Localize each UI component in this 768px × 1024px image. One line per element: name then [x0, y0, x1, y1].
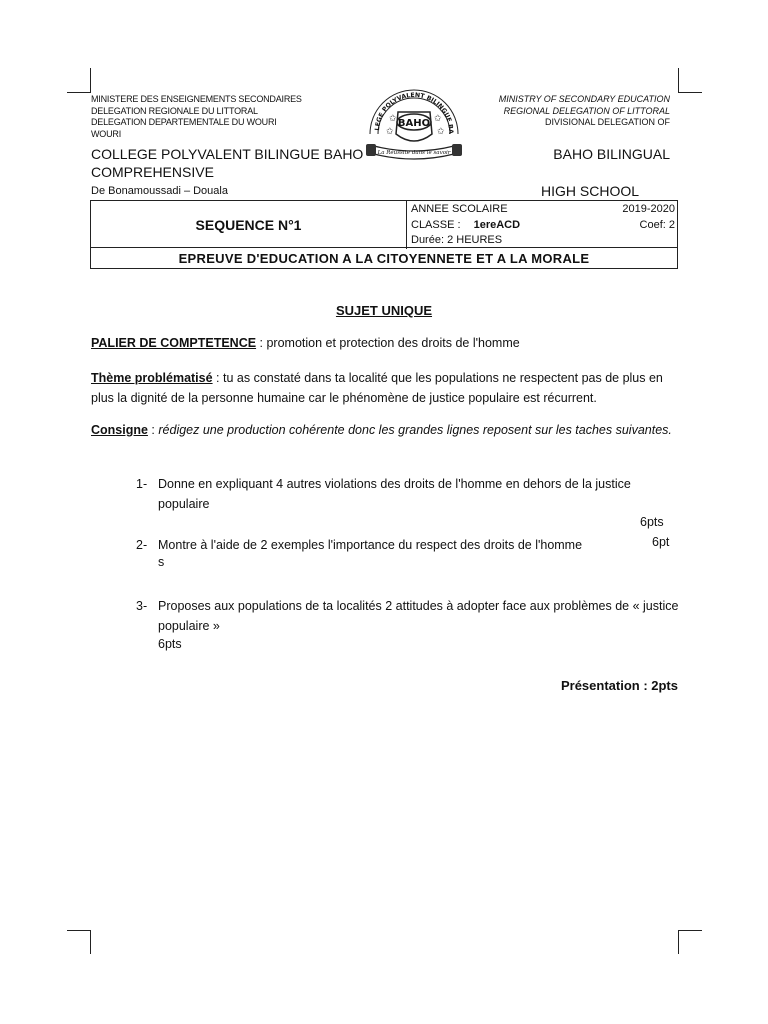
- svg-text:✩: ✩: [386, 126, 394, 136]
- svg-text:✩: ✩: [389, 113, 397, 123]
- crop-mark-bottom-right: [678, 930, 702, 931]
- question-text: Montre à l'aide de 2 exemples l'importance du respect des droits de l'homme: [158, 538, 583, 552]
- college-name-en-line2: HIGH SCHOOL: [541, 183, 640, 199]
- divisional-delegation-en: DIVISIONAL DELEGATION OF: [544, 117, 670, 127]
- question-3-points: 6pts: [158, 637, 182, 651]
- college-name-en: BAHO BILINGUAL: [553, 146, 670, 162]
- crop-mark-bottom-left: [67, 930, 91, 931]
- ministry-line-fr: MINISTERE DES ENSEIGNEMENTS SECONDAIRES: [91, 94, 302, 104]
- crop-mark-top-left: [67, 92, 91, 93]
- duration-label: Durée:: [411, 234, 448, 246]
- question-1-points: 6pts: [640, 515, 664, 529]
- svg-text:✩: ✩: [434, 113, 442, 123]
- crop-mark-bottom-left: [90, 930, 91, 954]
- question-2-points: 6pt: [652, 535, 670, 549]
- regional-delegation-fr: DELEGATION REGIONALE DU LITTORAL: [91, 105, 258, 116]
- exam-subject-title: EPREUVE D'EDUCATION A LA CITOYENNETE ET A LA MORALE: [90, 247, 678, 269]
- divisional-delegation-fr-cont: WOURI: [91, 128, 121, 139]
- logo-motto: La Réussite dans le savoir: [377, 150, 451, 156]
- palier-paragraph: [91, 333, 681, 353]
- palier-text: : promotion et protection des droits de l'homme: [256, 336, 520, 350]
- sequence-info-box: [90, 200, 678, 248]
- duration-value: 2 HEURES: [447, 234, 503, 246]
- presentation-points: Présentation : 2pts: [560, 678, 678, 693]
- theme-text: : tu as constaté dans ta localité que les populations ne respectent pas de plus en plus la dignité de la personne humaine car le phénomène de justice populaire est récurrent.: [91, 371, 663, 405]
- logo-center-text: BAHO: [397, 118, 431, 129]
- college-name-fr: COLLEGE POLYVALENT BILINGUE BAHO COMPREHENSIVE: [91, 146, 364, 180]
- class-label: CLASSE :: [411, 218, 461, 231]
- crop-mark-top-left: [90, 68, 91, 92]
- crop-mark-bottom-right: [678, 930, 679, 954]
- theme-label: Thème problématisé: [91, 371, 213, 385]
- sujet-heading: SUJET UNIQUE: [335, 303, 433, 318]
- regional-delegation-en: REGIONAL DELEGATION OF LITTORAL: [503, 105, 670, 116]
- question-text: Proposes aux populations de ta localités 2 attitudes à adopter face aux problèmes de « justice populaire »: [158, 599, 679, 633]
- class-value: 1ereACD: [473, 218, 521, 231]
- sequence-title: SEQUENCE N°1: [91, 201, 407, 249]
- ministry-line-en: MINISTRY OF SECONDARY EDUCATION: [498, 94, 670, 104]
- exam-details: [411, 202, 675, 249]
- question-number: 1-: [136, 477, 148, 491]
- school-year-value: 2019-2020: [622, 203, 675, 215]
- svg-text:✩: ✩: [437, 126, 445, 136]
- question-number: 2-: [136, 538, 148, 552]
- theme-paragraph: [91, 368, 681, 408]
- school-year-label: ANNEE SCOLAIRE: [411, 203, 508, 215]
- school-logo: [352, 84, 476, 168]
- question-2-points-wrap: s: [158, 555, 165, 569]
- logo-arc-text: LEGE POLYVALENT BILINGUE BA: [373, 91, 455, 135]
- header-right-ministry: [450, 94, 670, 129]
- divisional-delegation-fr: DELEGATION DEPARTEMENTALE DU WOURI: [91, 117, 277, 127]
- consigne-text: rédigez une production cohérente donc les grandes lignes reposent sur les taches suivantes.: [158, 423, 672, 437]
- school-badge-icon: [352, 84, 476, 168]
- header-left-ministry: [91, 94, 371, 140]
- coefficient: Coef: 2: [639, 218, 675, 231]
- consigne-label: Consigne: [91, 423, 148, 437]
- question-text: Donne en expliquant 4 autres violations des droits de l'homme en dehors de la justice populaire: [158, 477, 631, 511]
- crop-mark-top-right: [678, 92, 702, 93]
- school-location: De Bonamoussadi – Douala: [91, 185, 228, 197]
- consigne-paragraph: Consigne : rédigez une production cohérente donc les grandes lignes reposent sur les taches suivantes.: [91, 423, 672, 437]
- crop-mark-top-right: [678, 68, 679, 92]
- palier-label: PALIER DE COMPTETENCE: [91, 336, 257, 350]
- question-number: 3-: [136, 599, 148, 613]
